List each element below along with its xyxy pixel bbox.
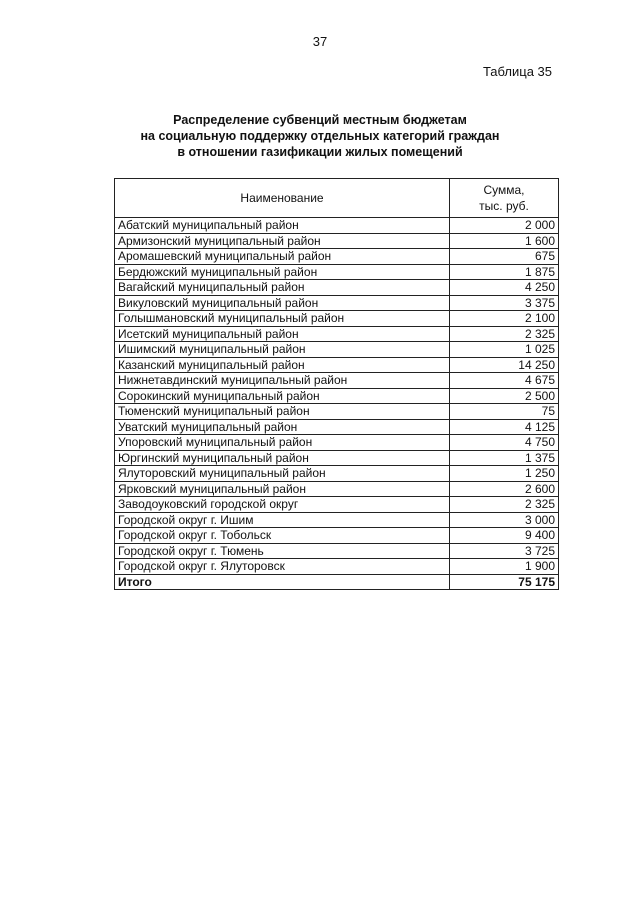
row-amount: 1 600 (450, 233, 559, 249)
table-body (115, 218, 559, 575)
row-name: Городской округ г. Ялуторовск (115, 559, 450, 575)
row-name: Упоровский муниципальный район (115, 435, 450, 451)
row-amount: 2 000 (450, 218, 559, 234)
row-name: Вагайский муниципальный район (115, 280, 450, 296)
row-amount: 4 125 (450, 419, 559, 435)
header-name: Наименование (115, 179, 450, 218)
table-row (115, 326, 559, 342)
table-row (115, 357, 559, 373)
row-amount: 4 750 (450, 435, 559, 451)
document-title (0, 112, 640, 160)
row-amount: 1 875 (450, 264, 559, 280)
table-row (115, 373, 559, 389)
row-amount: 1 250 (450, 466, 559, 482)
header-amount-line2: тыс. руб. (479, 199, 529, 213)
row-amount: 75 (450, 404, 559, 420)
row-name: Сорокинский муниципальный район (115, 388, 450, 404)
table-row (115, 295, 559, 311)
row-name: Армизонский муниципальный район (115, 233, 450, 249)
table-row (115, 264, 559, 280)
row-amount: 3 725 (450, 543, 559, 559)
table-row (115, 512, 559, 528)
title-line: Распределение субвенций местным бюджетам (173, 113, 467, 127)
row-name: Тюменский муниципальный район (115, 404, 450, 420)
table-row (115, 311, 559, 327)
row-amount: 2 325 (450, 497, 559, 513)
title-line: на социальную поддержку отдельных категорий граждан (140, 129, 500, 143)
row-name: Казанский муниципальный район (115, 357, 450, 373)
row-name: Голышмановский муниципальный район (115, 311, 450, 327)
row-name: Нижнетавдинский муниципальный район (115, 373, 450, 389)
row-amount: 2 325 (450, 326, 559, 342)
row-amount: 1 900 (450, 559, 559, 575)
row-name: Исетский муниципальный район (115, 326, 450, 342)
table-row (115, 435, 559, 451)
row-name: Аромашевский муниципальный район (115, 249, 450, 265)
row-amount: 2 100 (450, 311, 559, 327)
table-row (115, 543, 559, 559)
total-label: Итого (115, 574, 450, 590)
row-amount: 4 675 (450, 373, 559, 389)
table-row (115, 233, 559, 249)
page-number: 37 (312, 34, 328, 49)
row-name: Городской округ г. Ишим (115, 512, 450, 528)
table-row (115, 419, 559, 435)
row-amount: 2 600 (450, 481, 559, 497)
table-row (115, 528, 559, 544)
subvention-table (114, 178, 559, 590)
row-amount: 675 (450, 249, 559, 265)
row-name: Викуловский муниципальный район (115, 295, 450, 311)
title-line: в отношении газификации жилых помещений (177, 145, 463, 159)
table-row (115, 404, 559, 420)
table-row (115, 342, 559, 358)
row-name: Абатский муниципальный район (115, 218, 450, 234)
table-row (115, 249, 559, 265)
row-name: Ярковский муниципальный район (115, 481, 450, 497)
header-amount-line1: Сумма, (483, 183, 525, 197)
table-label: Таблица 35 (482, 64, 552, 79)
table-row (115, 481, 559, 497)
table-row (115, 218, 559, 234)
row-amount: 2 500 (450, 388, 559, 404)
row-amount: 3 375 (450, 295, 559, 311)
row-name: Ишимский муниципальный район (115, 342, 450, 358)
row-name: Юргинский муниципальный район (115, 450, 450, 466)
table-row (115, 450, 559, 466)
row-amount: 9 400 (450, 528, 559, 544)
row-amount: 14 250 (450, 357, 559, 373)
row-name: Заводоуковский городской округ (115, 497, 450, 513)
table-row (115, 280, 559, 296)
total-amount: 75 175 (450, 574, 559, 590)
table-row (115, 497, 559, 513)
row-amount: 1 025 (450, 342, 559, 358)
total-row (115, 574, 559, 590)
table-row (115, 388, 559, 404)
table-header-row (115, 179, 559, 218)
row-name: Уватский муниципальный район (115, 419, 450, 435)
row-amount: 1 375 (450, 450, 559, 466)
table-row (115, 559, 559, 575)
header-amount (450, 179, 559, 218)
table-row (115, 466, 559, 482)
row-amount: 3 000 (450, 512, 559, 528)
row-name: Городской округ г. Тюмень (115, 543, 450, 559)
row-name: Бердюжский муниципальный район (115, 264, 450, 280)
row-name: Городской округ г. Тобольск (115, 528, 450, 544)
row-name: Ялуторовский муниципальный район (115, 466, 450, 482)
row-amount: 4 250 (450, 280, 559, 296)
